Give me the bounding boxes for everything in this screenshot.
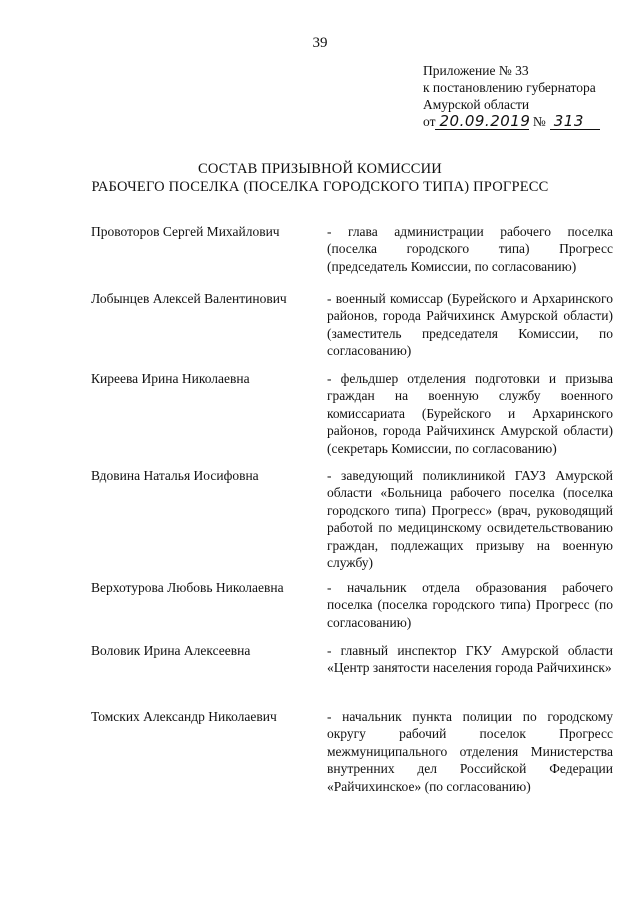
handwritten-number: 313 [550, 114, 600, 130]
page-number: 39 [312, 35, 328, 51]
member-name: Верхотурова Любовь Николаевна [91, 580, 284, 595]
document-title [0, 160, 640, 196]
member-role: - начальник пункта полиции по городскому округу рабочий поселок Прогресс межмуниципального отделения Министерства внутренних дел Российской Федерации «Райчихинское» (по согласованию) [327, 709, 613, 794]
date-prefix: от [423, 114, 436, 129]
member-name: Киреева Ирина Николаевна [91, 371, 250, 386]
member-role: - главный инспектор ГКУ Амурской области «Центр занятости населения города Райчихинск» [327, 643, 613, 676]
member-name: Томских Александр Николаевич [91, 709, 277, 724]
member-name: Воловик Ирина Алексеевна [91, 643, 251, 658]
member-role: - глава администрации рабочего поселка (поселка городского типа) Прогресс (председатель Комиссии, по согласованию) [327, 224, 613, 274]
appendix-line-1: Приложение № 33 [423, 63, 529, 78]
member-role: - заведующий поликлиникой ГАУЗ Амурской области «Больница рабочего поселка (поселка городского типа) Прогресс» (врач, руководящий работой по медицинскому освидетельствованию граждан, подлежащих призыву на военную службу) [327, 468, 613, 571]
appendix-line-2: к постановлению губернатора [423, 80, 596, 95]
member-role: - начальник отдела образования рабочего поселка (поселка городского типа) Прогресс (по согласованию) [327, 580, 613, 630]
appendix-date-line [423, 113, 633, 130]
member-role: - военный комиссар (Бурейского и Архаринского районов, города Райчихинск Амурской области) (заместитель председателя Комиссии, по согласованию) [327, 291, 613, 359]
number-label: № [532, 114, 546, 129]
title-line-1: СОСТАВ ПРИЗЫВНОЙ КОМИССИИ [198, 161, 442, 177]
member-name: Лобынцев Алексей Валентинович [91, 291, 287, 306]
handwritten-date: 20.09.2019 [435, 114, 529, 130]
member-role: - фельдшер отделения подготовки и призыва граждан на военную службу военного комиссариата (Бурейского и Архаринского районов, города Райчихинск Амурской области) (секретарь Комиссии, по согласованию) [327, 371, 613, 456]
member-name: Провоторов Сергей Михайлович [91, 224, 280, 239]
member-name: Вдовина Наталья Иосифовна [91, 468, 259, 483]
title-line-2: РАБОЧЕГО ПОСЕЛКА (ПОСЕЛКА ГОРОДСКОГО ТИПА) ПРОГРЕСС [91, 179, 549, 195]
appendix-line-3: Амурской области [423, 97, 530, 112]
appendix-block [423, 62, 633, 130]
